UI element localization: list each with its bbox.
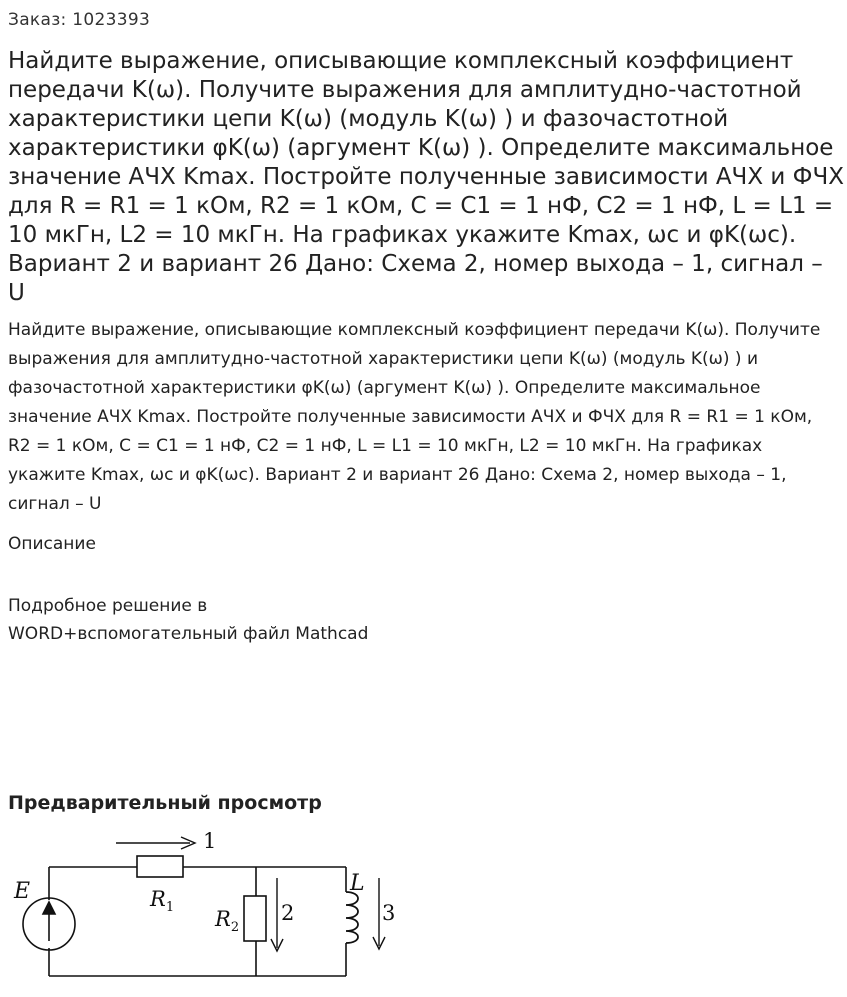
circuit-diagram (0, 820, 420, 997)
output-1-label: 1 (203, 829, 217, 853)
description-line-2: WORD+вспомогательный файл Mathcad (8, 624, 369, 644)
output-arrow-1-icon (116, 837, 195, 849)
voltage-source-icon (23, 898, 75, 950)
output-2-label: 2 (281, 901, 295, 925)
description-text (8, 592, 508, 648)
output-3-label: 3 (382, 901, 396, 925)
r2-label: $R_2$ (215, 907, 240, 935)
task-body: Найдите выражение, описывающие комплексный коэффициент передачи K(ω). Получите выражения для амплитудно-частотной характеристики цепи K(ω) (модуль K(ω) ) и фазочастотной характеристики φK(ω) (аргумент K(ω) ). Определите максимальное значение АЧХ Kmax. Постройте полученные зависимости АЧХ и ФЧХ для R = R1 = 1 кОм, R2 = 1 кОм, C = C1 = 1 нФ, C2 = 1 нФ, L = L1 = 10 мкГн, L2 = 10 мкГн. На графиках укажите Kmax, ωc и φK(ωc). Вариант 2 и вариант 26 Дано: Схема 2, номер выхода – 1, сигнал – U (8, 320, 821, 514)
inductor-label: L (350, 871, 365, 896)
source-label: E (14, 879, 31, 904)
inductor-l-icon (346, 892, 358, 943)
description-heading: Описание (8, 534, 96, 554)
task-title: Найдите выражение, описывающие комплексный коэффициент передачи K(ω). Получите выражения для амплитудно-частотной характеристики цепи K(ω) (модуль K(ω) ) и фазочастотной характеристики φK(ω) (аргумент K(ω) ). Определите максимальное значение АЧХ Kmax. Постройте полученные зависимости АЧХ и ФЧХ для R = R1 = 1 кОм, R2 = 1 кОм, C = C1 = 1 нФ, C2 = 1 нФ, L = L1 = 10 мкГн, L2 = 10 мкГн. На графиках укажите Kmax, ωc и φK(ωc). Вариант 2 и вариант 26 Дано: Схема 2, номер выхода – 1, сигнал – U (8, 48, 844, 306)
order-number: Заказ: 1023393 (8, 10, 151, 30)
resistor-r2-icon (244, 896, 266, 941)
description-line-1: Подробное решение в (8, 596, 208, 616)
resistor-r1-icon (137, 856, 183, 877)
preview-heading: Предварительный просмотр (8, 792, 322, 814)
r1-label: $R_1$ (150, 887, 175, 915)
